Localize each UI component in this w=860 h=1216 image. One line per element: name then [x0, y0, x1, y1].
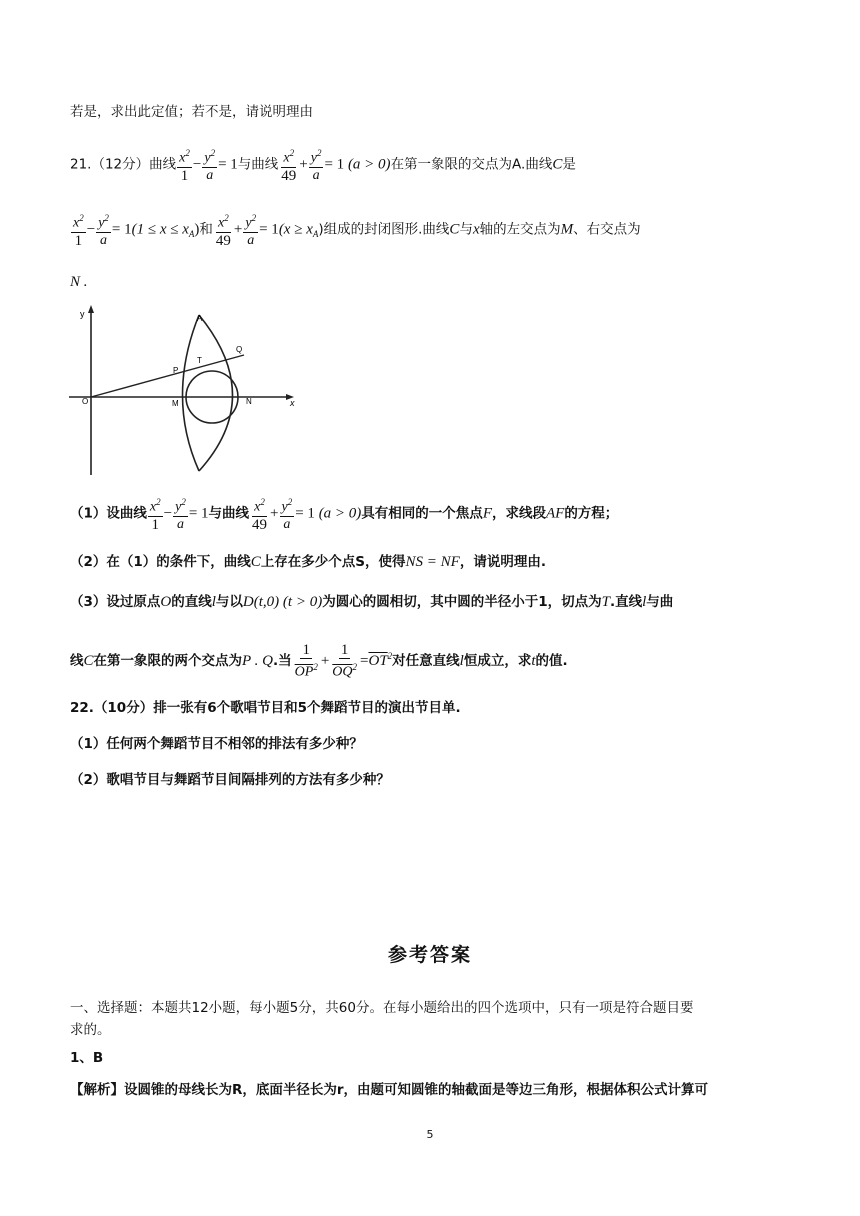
q22: 22.（10分）排一张有6个歌唱节目和5个舞蹈节目的演出节目单. [70, 700, 461, 716]
part-3-line-1: （3）设过原点O的直线l与以D(t,0) (t > 0)为圆心的圆相切，其中圆的半径小于1，切点为T.直线l与曲 [70, 594, 674, 610]
q21-line-2: $\frac{x^2}{1}$ − $\frac{y^2}{a}$ = $1(1 \le x \le x_A)$和 $\frac{x^2}{49}$ + $\frac{y^2}{a}$ = $1(x \ge x_A)$组成的封闭图形.曲线C与x轴的左交点为M、右交点为 [70, 210, 641, 251]
part-1: （1）设曲线 $\frac{x^2}{1}$ − $\frac{y^2}{a}$ = 1与曲线 $\frac{x^2}{49}$ + $\frac{y^2}{a}$ = 1 (a > 0)具有相同的一个焦点F，求线段AF的方程； [70, 494, 618, 533]
line-l [91, 355, 244, 397]
q21-line-1: 21.（12分）曲线 $\frac{x^2}{1}$ − $\frac{y^2}{a}$ = 1与曲线 $\frac{x^2}{49}$ + $\frac{y^2}{a}$ = 1 (a > 0)在第一象限的交点为A.曲线C是 [70, 145, 576, 184]
analysis: 【解析】设圆锥的母线长为R，底面半径长为r，由题可知圆锥的轴截面是等边三角形，根据体积公式计算可 [70, 1082, 709, 1098]
svg-text:O: O [82, 397, 89, 406]
text-line-1: 若是，求出此定值；若不是，请说明理由 [70, 104, 313, 120]
svg-text:A: A [197, 314, 203, 323]
hyperbola-branch [183, 315, 200, 471]
svg-text:M: M [172, 399, 179, 408]
section-1-line-a: 一、选择题：本题共12小题，每小题5分，共60分。在每小题给出的四个选项中，只有一项是符合题目要 [70, 1000, 694, 1016]
svg-text:N: N [246, 397, 252, 406]
answer-title: 参考答案 [387, 944, 472, 966]
ellipse-branch [199, 315, 233, 471]
q22-part-1: （1）任何两个舞蹈节目不相邻的排法有多少种？ [70, 736, 363, 752]
svg-text:T: T [197, 356, 202, 365]
q22-part-2: （2）歌唱节目与舞蹈节目间隔排列的方法有多少种？ [70, 772, 390, 788]
page-number: 5 [426, 1128, 434, 1141]
geometry-figure [66, 305, 306, 480]
y-axis-arrow [88, 305, 94, 313]
svg-text:x: x [290, 398, 295, 408]
section-1-line-b: 求的。 [70, 1022, 111, 1038]
part-3-line-2: 线C在第一象限的两个交点为P . Q.当 $\frac{1}{\overline{OP}^2}$ + $\frac{1}{\overline{OQ}^2}$ $=\overline{OT}^2$对任意直线l恒成立，求t的值. [70, 641, 568, 680]
part-2: （2）在（1）的条件下，曲线C上存在多少个点S，使得NS = NF，请说明理由. [70, 554, 546, 570]
q21-line-3: N . [70, 274, 88, 290]
svg-text:P: P [173, 366, 179, 375]
answer-1: 1、B [70, 1050, 104, 1066]
svg-text:Q: Q [236, 345, 243, 354]
svg-text:y: y [80, 309, 85, 319]
